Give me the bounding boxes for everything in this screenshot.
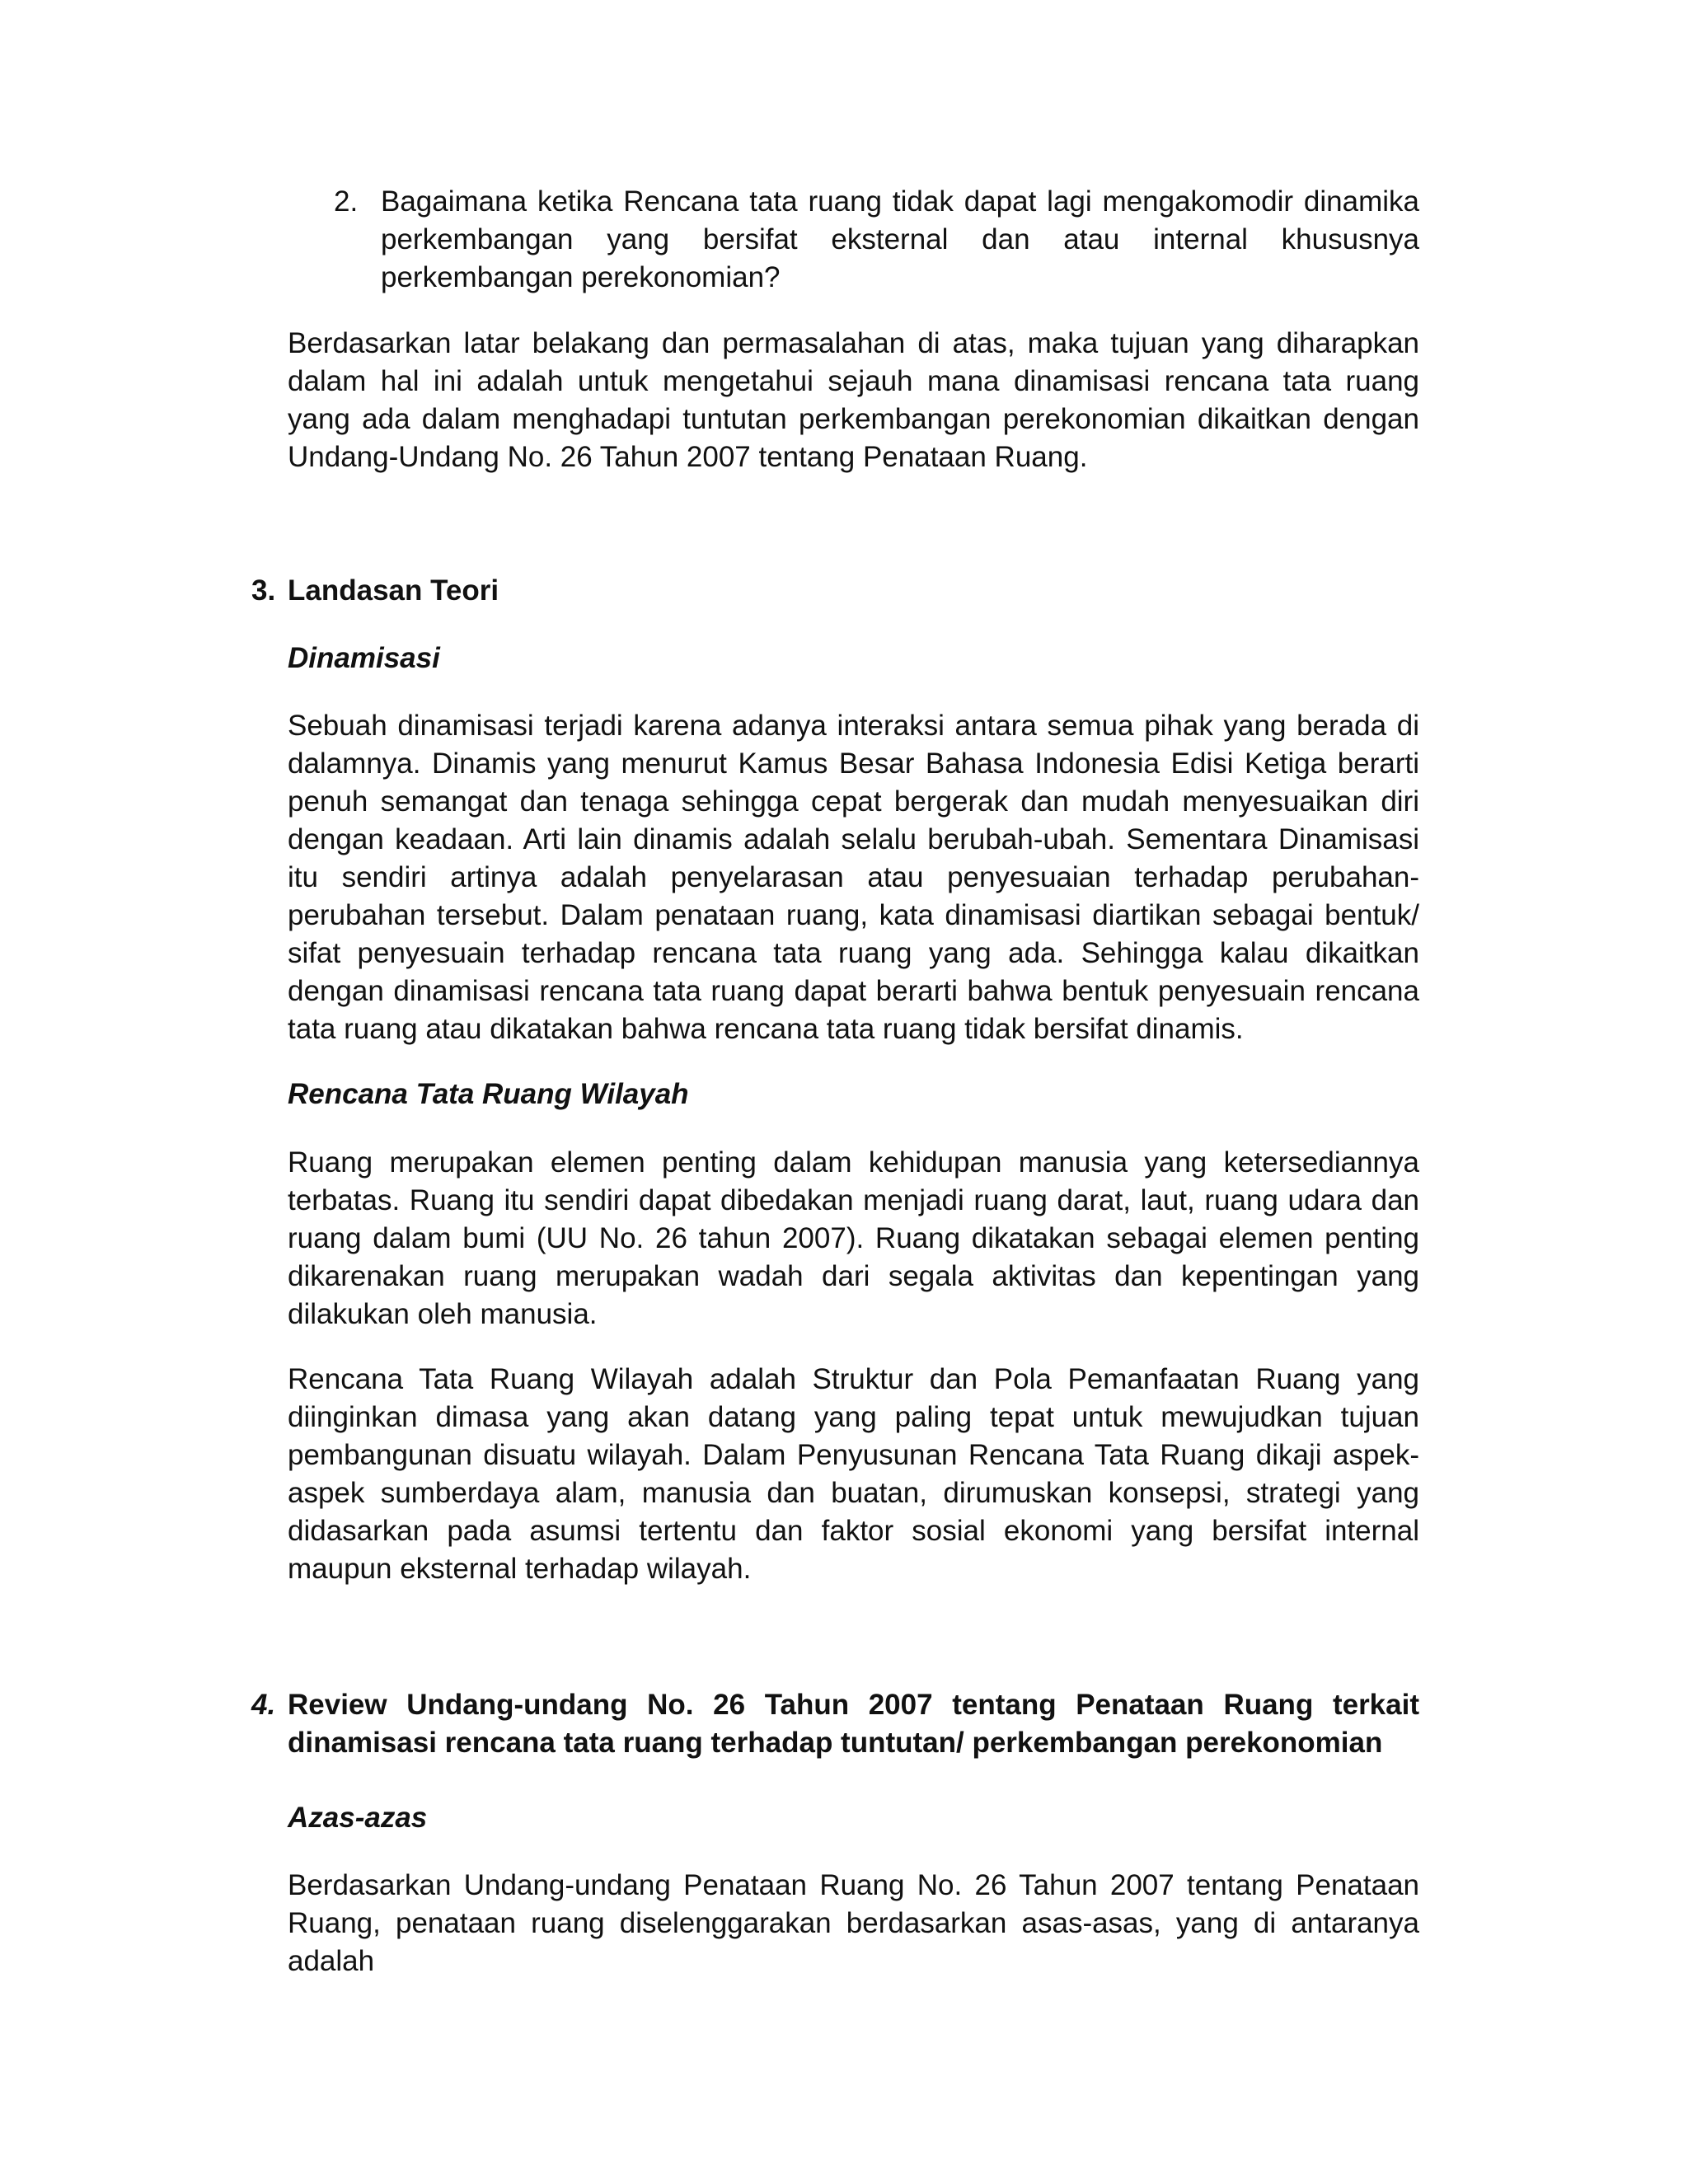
subheading-dinamisasi: Dinamisasi (288, 642, 440, 674)
list-item-text: Bagaimana ketika Rencana tata ruang tidak dapat lagi mengakomodir dinamika perkembangan yang bersifat eksternal dan atau internal khususnya perkembangan perekonomian? (381, 185, 1419, 293)
subheading-rencana-tata-ruang-wilayah: Rencana Tata Ruang Wilayah (288, 1078, 689, 1110)
intro-paragraph: Berdasarkan latar belakang dan permasalahan di atas, maka tujuan yang diharapkan dalam hal ini adalah untuk mengetahui sejauh mana dinamisasi rencana tata ruang yang ada dalam menghadapi tuntutan perkembangan perekonomian dikaitkan dengan Undang-Undang No. 26 Tahun 2007 tentang Penataan Ruang. (288, 327, 1419, 473)
section-4-number: 4. (251, 1689, 276, 1721)
list-item-number: 2. (334, 185, 359, 218)
rtrw-paragraph-1: Ruang merupakan elemen penting dalam kehidupan manusia yang ketersediannya terbatas. Ruang itu sendiri dapat dibedakan menjadi ruang darat, laut, ruang udara dan ruang dalam bumi (UU No. 26 tahun 2007). Ruang dikatakan sebagai elemen penting dikarenakan ruang merupakan wadah dari segala aktivitas dan kepentingan yang dilakukan oleh manusia. (288, 1146, 1419, 1330)
section-3-number: 3. (251, 574, 276, 607)
subheading-azas-azas: Azas-azas (288, 1802, 428, 1834)
rtrw-paragraph-2: Rencana Tata Ruang Wilayah adalah Struktur dan Pola Pemanfaatan Ruang yang diinginkan dimasa yang akan datang yang paling tepat untuk mewujudkan tujuan pembangunan disuatu wilayah. Dalam Penyusunan Rencana Tata Ruang dikaji aspek-aspek sumberdaya alam, manusia dan buatan, dirumuskan konsepsi, strategi yang didasarkan pada asumsi tertentu dan faktor sosial ekonomi yang bersifat internal maupun eksternal terhadap wilayah. (288, 1363, 1419, 1585)
section-3-title: Landasan Teori (288, 574, 499, 607)
dinamisasi-paragraph: Sebuah dinamisasi terjadi karena adanya interaksi antara semua pihak yang berada di dalamnya. Dinamis yang menurut Kamus Besar Bahasa Indonesia Edisi Ketiga berarti penuh semangat dan tenaga sehingga cepat bergerak dan mudah menyesuaikan diri dengan keadaan. Arti lain dinamis adalah selalu berubah-ubah. Sementara Dinamisasi itu sendiri artinya adalah penyelarasan atau penyesuaian terhadap perubahan-perubahan tersebut. Dalam penataan ruang, kata dinamisasi diartikan sebagai bentuk/ sifat penyesuain terhadap rencana tata ruang yang ada. Sehingga kalau dikaitkan dengan dinamisasi rencana tata ruang dapat berarti bahwa bentuk penyesuain rencana tata ruang atau dikatakan bahwa rencana tata ruang tidak bersifat dinamis. (288, 710, 1419, 1045)
azas-paragraph: Berdasarkan Undang-undang Penataan Ruang No. 26 Tahun 2007 tentang Penataan Ruang, penataan ruang diselenggarakan berdasarkan asas-asas, yang di antaranya adalah (288, 1869, 1419, 1977)
section-4-title: Review Undang-undang No. 26 Tahun 2007 tentang Penataan Ruang terkait dinamisasi rencana tata ruang terhadap tuntutan/ perkembangan perekonomian (288, 1689, 1419, 1759)
